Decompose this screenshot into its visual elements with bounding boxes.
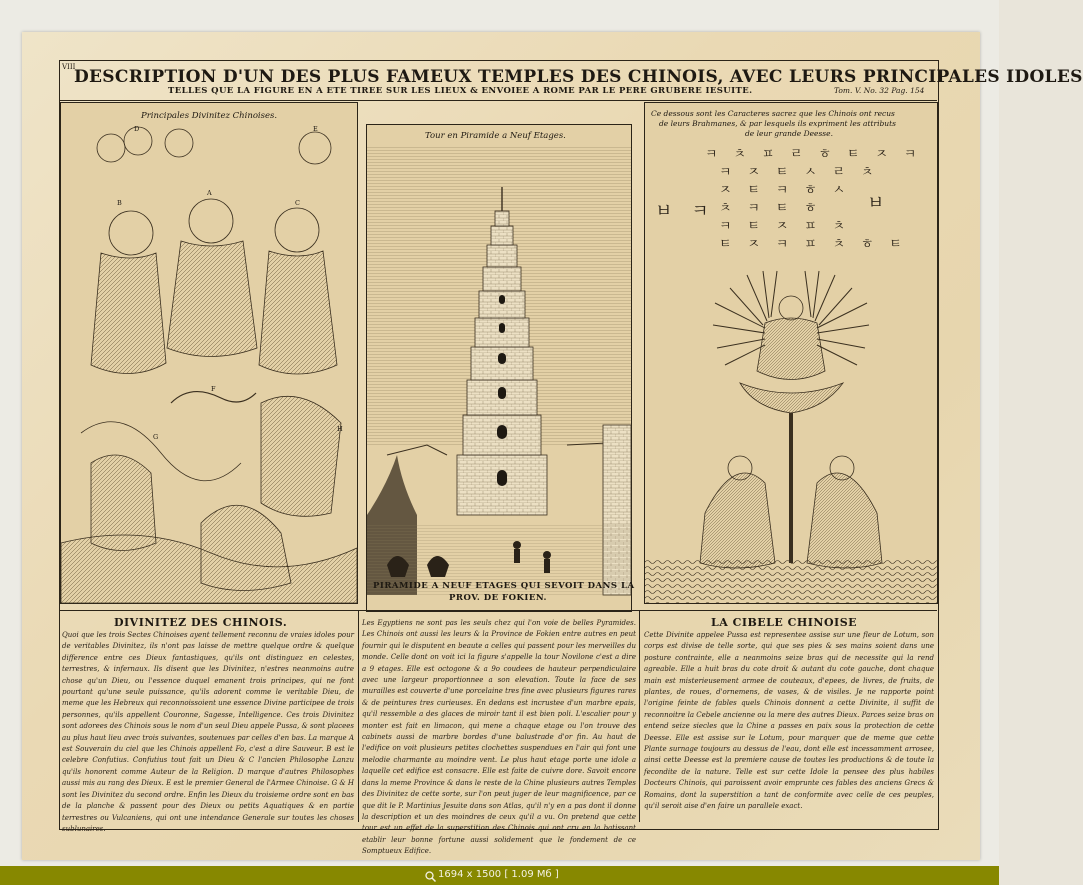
glyph-row-1: ㅋ ㅊ ㅍ ㄹ ㅎ ㅌ ㅈ ㅋ <box>705 147 921 162</box>
text-top-rule <box>60 610 937 611</box>
glyph-side-right: ㅂ <box>867 193 889 214</box>
pagoda-illustration <box>367 125 631 611</box>
glyph-row-6: ㅌ ㅈ ㅋ ㅍ ㅊ ㅎ ㅌ <box>719 237 906 252</box>
figure-label-a: A <box>207 189 212 197</box>
title-rule <box>60 100 937 101</box>
image-size-info: 1694 x 1500 [ 1.09 Mб ] <box>438 869 559 880</box>
left-body-text: Quoi que les trois Sectes Chinoises ayent tellement reconnu de vraies idoles pour de veritables Divinitez, ils n'ont pas laisse de mettre quelque ordre & quelque difference entre ces Dieux fantastiques, qu'ils ont distinguez en celestes, terrestres, & infernaux. Ils disent que les Divinitez, n'estres neanmoins autre chose qu'un Dieu, ou l'essence duquel emanent trois principes, qui ne font pourtant qu'une seule puissance, qu'ils adorent comme le veritable Dieu, de meme que les Hebreux qui reconnoissoient une essence Divine participee de trois personnes, qu'ils appellent Couronne, Sagesse, Intelligence. Ces trois Divinitez sont adorees des Chinois sous le nom d'un seul Dieu appele Pussa, & sont placees au plus haut lieu avec trois suivantes, soutenues par celles d'en bas. La marque A est Souverain du ciel que les Chinois appellent Fo, c'est a dire Sauveur. B est le celebre Confutius. Confutius tout fait un Dieu & C l'ancien Philosophe Lanzu qu'ils honorent comme Auteur de la Religion. D marque d'autres Philosophes aussi mis au rang des Dieux. E est le premier General de l'Armee Chinoise. G & H sont les Divinitez du second ordre. Enfin les Dieux du troisieme ordre sont en bas de la planche & passent pour des Dieux ou petits Aquatiques & en partie terrestres ou Vulcaniens, qui ont une intendance Generale sur toutes les choses sublunaires. <box>62 631 354 833</box>
plate-mark: VIII <box>62 63 76 71</box>
left-heading: DIVINITEZ DES CHINOIS. <box>114 616 288 629</box>
figure-label-b: B <box>117 199 122 207</box>
right-body-text: Cette Divinite appelee Pussa est representee assise sur une fleur de Lotum, son corps est divise de telle sorte, qui que ses pies & ses mains soient dans une posture contrainte, elle a neanmoins seize bras qui de necessite qui la rend agreable. Elle a huit bras du cote droit & autant du cote gauche, dont chaque main est misterieusement armee de couteaux, d'epees, de livres, de fruits, de plantes, de roues, d'ornemens, de vases, & de visiles. Je ne rapporte point l'origine feinte de fables quels Chinois donnent a cette Divinite, il suffit de reconnoitre la Cebele ancienne ou la mere des autres Dieux. Parces seize bras on entend seize siecles que la Chine a passes en paix sous la protection de cette Deesse. Elle est assise sur le Lotum, pour marquer que de meme que cette Plante surnage toujours au dessus de l'eau, dont elle est incessamment arrosee, ainsi cette Deesse est la premiere cause de toutes les productions & de toute la fecondite de la nature. Telle est sur cette Idole la pensee des plus habiles Docteurs Chinois, qui paroissent avoir emprunte ces fables des anciens Grecs & Romains, dont la superstition a tant de conformite avec celle de ces peuples, qu'il seroit aise d'en faire un parallele exact. <box>644 631 934 811</box>
glyph-row-5: ㅋ ㅌ ㅈ ㅍ ㅊ <box>719 219 850 234</box>
figure-label-g: G <box>153 433 159 441</box>
text-divider-1 <box>358 610 359 822</box>
plate-reference: Tom. V. No. 32 Pag. 154 <box>834 86 925 95</box>
figure-label-c: C <box>295 199 300 207</box>
figure-label-h: H <box>337 425 343 433</box>
zoom-icon[interactable] <box>425 871 436 882</box>
figure-label-f: F <box>211 385 216 393</box>
characters-caption-line3: de leur grande Deesse. <box>745 129 833 138</box>
pagoda-caption: Tour en Piramide a Neuf Etages. <box>425 131 566 141</box>
map-sheet <box>22 32 1083 860</box>
plate-title: DESCRIPTION D'UN DES PLUS FAMEUX TEMPLES DES CHINOIS, AVEC LEURS PRINCIPALES IDOLES <box>74 67 1083 87</box>
pagoda-title-line2: PROV. DE FOKIEN. <box>449 593 548 603</box>
pagoda-engraving <box>366 124 635 612</box>
figure-label-d: D <box>134 125 140 133</box>
goddess-illustration <box>645 103 937 603</box>
pagoda-title-line1: PIRAMIDE A NEUF ETAGES QUI SEVOIT DANS LA <box>373 581 635 591</box>
right-heading: LA CIBELE CHINOISE <box>711 616 858 629</box>
goddess-engraving <box>644 102 938 604</box>
plate-subtitle: TELLES QUE LA FIGURE EN A ETE TIREE SUR LES LIEUX & ENVOIEE A ROME PAR LE PERE GRUBERE IESUITE. <box>168 86 753 96</box>
characters-caption-line1: Ce dessous sont les Caracteres sacrez que les Chinois ont recus <box>651 109 895 118</box>
text-divider-2 <box>639 610 640 822</box>
glyph-side-left: ㅂ ㅋ <box>655 201 713 222</box>
middle-body-text: Les Egyptiens ne sont pas les seuls chez qui l'on voie de belles Pyramides. Les Chinois ont aussi les leurs & la Province de Fokien entre autres en peut fournir qui le disputent en beaute a celles qui passent pour les merveilles du monde. Celle dont on voit ici la figure s'appelle la tour Novilone c'est a dire a 9 etages. Elle est octogone & a 9o coudees de hauteur perpendiculaire avec une largeur proportionnee a son elevation. Toute la face de ses murailles est couverte d'une porcelaine tres fine avec plusieurs figures rares & de peintures tres curieuses. En dedans est incrustee d'un marbre epais, qu'il ressemble a des glaces de miroir tant il est bien poli. L'escalier pour y monter est fait en limacon, qui mene a chaque etage ou l'on trouve des cabinets aussi de marbre bordes d'une balustrade d'or fin. Au haut de l'edifice on voit plusieurs petites clochettes suspendues en l'air qui font une melodie charmante au moindre vent. Le plus haut etage porte une idole a laquelle cet edifice est consacre. Elle est faite de cuivre dore. Savoit encore dans la meme Province & dans le reste de la Chine plusieurs autres Temples des Divinitez de cette sorte, sur l'on peut juger de leur magnificence, par ce que dit le P. Martinius Jesuite dans son Atlas, qu'il n'y en a pas dont il donne la description et un des moindres de ceux qu'il a vu. On pretend que cette tour est un effet de la superstition des Chinois qui ont cru en la batissant etablir leur bonne fortune aussi solidement que le fondement de ce Somptueux Edifice. <box>362 619 636 856</box>
deities-engraving <box>60 102 358 604</box>
deities-illustration <box>61 103 357 603</box>
glyph-row-4: ㅊ ㅋ ㅌ ㅎ <box>719 201 821 216</box>
characters-caption-line2: de leurs Brahmanes, & par lesquels ils expriment les attributs <box>659 119 896 128</box>
glyph-row-3: ㅈ ㅌ ㅋ ㅎ ㅅ <box>719 183 850 198</box>
figure-label-e: E <box>313 125 318 133</box>
deities-caption: Principales Divinitez Chinoises. <box>141 111 278 121</box>
glyph-row-2: ㅋ ㅈ ㅌ ㅅ ㄹ ㅊ <box>719 165 878 180</box>
